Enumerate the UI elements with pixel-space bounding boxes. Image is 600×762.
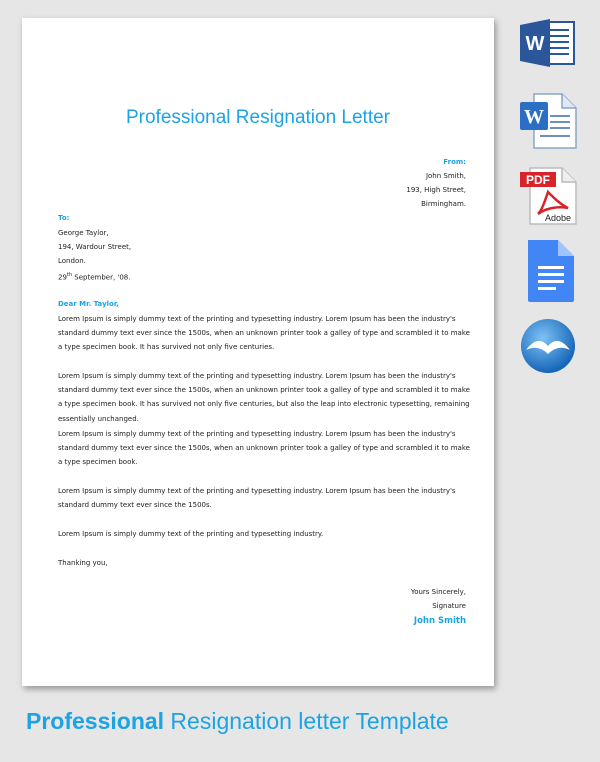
- body-paragraph-1: Lorem Ipsum is simply dummy text of the printing and typesetting industry. Lorem Ipsum has been the industry's standard dummy text ever since the 1500s, when an unknown printer took a galley of type and scrambled it to make a type specimen book. It has survived not only five centuries.: [58, 315, 470, 352]
- from-label: From:: [443, 158, 466, 166]
- word-2013-letter: W: [525, 33, 545, 55]
- to-line-name: George Taylor,: [58, 229, 109, 237]
- date-rest: September, '08.: [72, 273, 131, 282]
- pdf-label: PDF: [526, 173, 550, 187]
- caption-rest: Resignation letter Template: [164, 708, 449, 734]
- letter-page: [22, 18, 494, 686]
- body-paragraph-4: Lorem Ipsum is simply dummy text of the printing and typesetting industry. Lorem Ipsum has been the industry's standard dummy text ever since the 1500s.: [58, 487, 456, 510]
- caption-bold: Professional: [26, 708, 165, 734]
- body-paragraph-3: Lorem Ipsum is simply dummy text of the printing and typesetting industry. Lorem Ipsum has been the industry's standard dummy text ever since the 1500s, when an unknown printer took a galley of type and scrambled it to make a type specimen book.: [58, 430, 470, 467]
- date-day: 29: [58, 273, 67, 282]
- adobe-label: Adobe: [544, 213, 572, 223]
- to-line-city: London.: [58, 257, 86, 265]
- word-2013-icon[interactable]: [518, 16, 582, 76]
- letter-date: [58, 268, 131, 284]
- from-line-city: Birmingham.: [421, 200, 466, 208]
- to-label: To:: [58, 214, 70, 222]
- document-title: Professional Resignation Letter: [125, 107, 391, 128]
- template-caption: [26, 708, 449, 735]
- word-doc-letter: W: [524, 106, 544, 128]
- google-docs-icon[interactable]: [518, 238, 582, 298]
- closing-line: Thanking you,: [58, 559, 108, 567]
- from-line-street: 193, High Street,: [406, 186, 466, 194]
- date-suffix: th: [66, 272, 73, 278]
- body-paragraph-5: Lorem Ipsum is simply dummy text of the printing and typesetting industry.: [58, 530, 324, 538]
- body-paragraph-2: Lorem Ipsum is simply dummy text of the printing and typesetting industry. Lorem Ipsum has been the industry's standard dummy text ever since the 1500s, when an unknown printer took a galley of type and scrambled it to make a type specimen book. It has survived not only five centuries, but also the leap into electronic typesetting, remaining essentially unchanged.: [58, 372, 470, 423]
- salutation: Dear Mr. Taylor,: [58, 300, 119, 308]
- from-line-name: John Smith,: [425, 172, 466, 180]
- signature-label: Signature: [432, 602, 466, 610]
- sign-off: Yours Sincerely,: [410, 588, 466, 596]
- to-line-street: 194, Wardour Street,: [58, 243, 132, 251]
- word-doc-icon[interactable]: [518, 92, 582, 152]
- openoffice-icon[interactable]: [518, 316, 582, 376]
- pdf-adobe-icon[interactable]: [518, 166, 582, 226]
- signer-name: John Smith: [413, 616, 466, 626]
